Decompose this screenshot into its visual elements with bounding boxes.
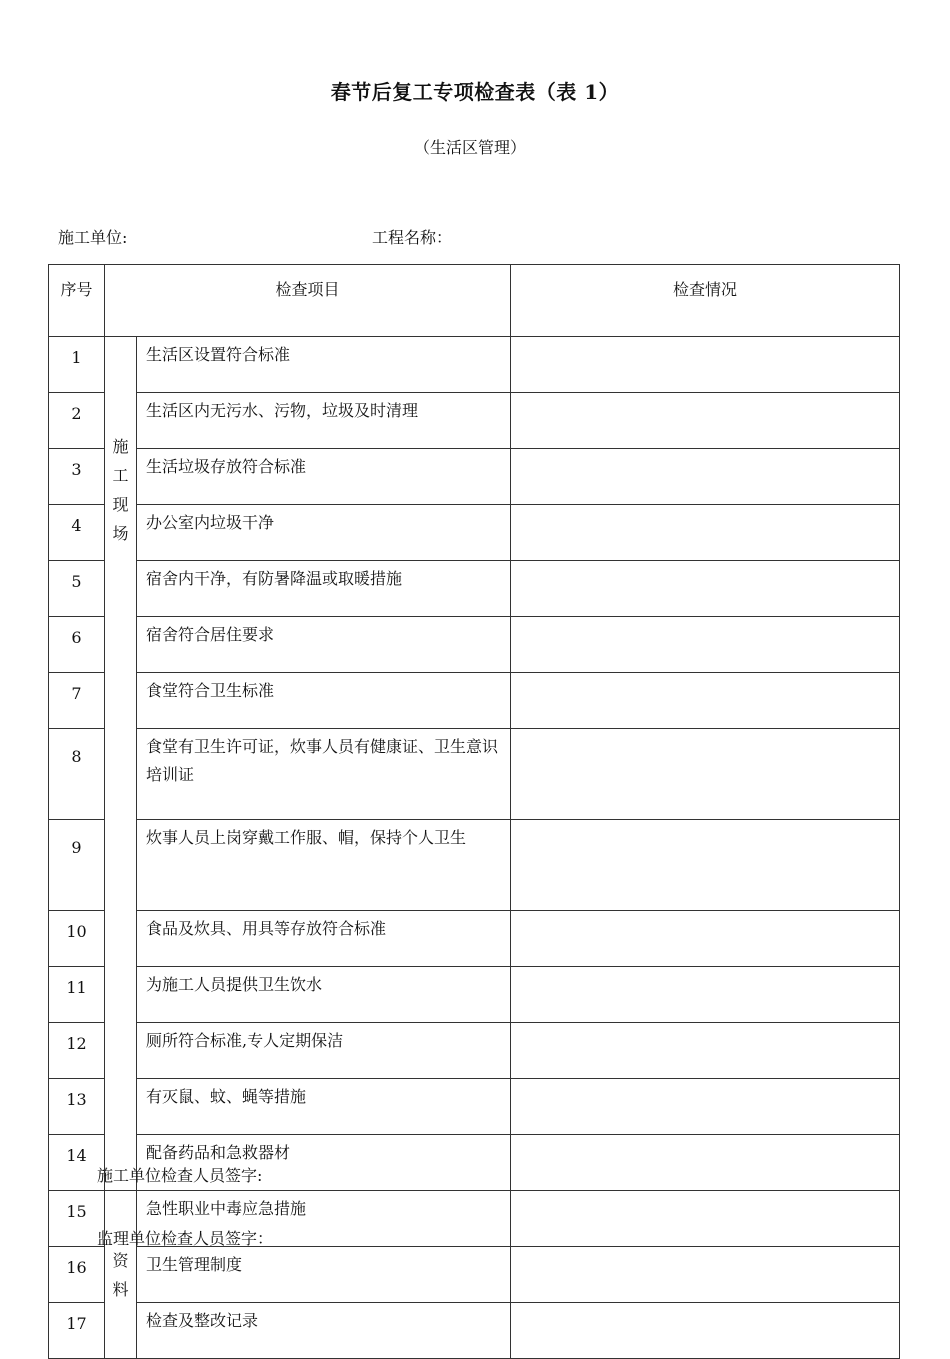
table-row	[49, 1247, 900, 1303]
table-row	[49, 393, 900, 449]
row-no: 1	[49, 337, 105, 393]
row-item: 检查及整改记录	[137, 1303, 511, 1359]
row-no: 9	[49, 820, 105, 911]
row-result-cell[interactable]	[511, 729, 900, 820]
row-result-cell[interactable]	[511, 911, 900, 967]
row-item: 急性职业中毒应急措施	[137, 1191, 511, 1247]
project-name-field-label: 工程名称：	[372, 228, 453, 247]
row-item: 宿舍符合居住要求	[137, 617, 511, 673]
row-no: 12	[49, 1023, 105, 1079]
row-no: 17	[49, 1303, 105, 1359]
page-subtitle: （生活区管理）	[413, 138, 526, 157]
row-item: 食堂符合卫生标准	[137, 673, 511, 729]
row-no: 14	[49, 1135, 105, 1191]
row-result-cell[interactable]	[511, 505, 900, 561]
header-result: 检查情况	[511, 265, 900, 337]
row-no: 13	[49, 1079, 105, 1135]
row-result-cell[interactable]	[511, 1191, 900, 1247]
row-item: 生活区设置符合标准	[137, 337, 511, 393]
category-char: 工	[112, 466, 129, 485]
row-result-cell[interactable]	[511, 617, 900, 673]
table-row	[49, 729, 900, 820]
row-item: 卫生管理制度	[137, 1247, 511, 1303]
row-item: 食品及炊具、用具等存放符合标准	[137, 911, 511, 967]
row-result-cell[interactable]	[511, 1135, 900, 1191]
row-item: 为施工人员提供卫生饮水	[137, 967, 511, 1023]
header-item: 检查项目	[105, 265, 511, 337]
page-title: 春节后复工专项检查表（表 1）	[330, 80, 620, 104]
category-docs	[105, 1191, 137, 1359]
table-row	[49, 337, 900, 393]
category-char: 资	[112, 1250, 129, 1270]
row-item: 厕所符合标准,专人定期保洁	[137, 1023, 511, 1079]
row-no: 16	[49, 1247, 105, 1303]
row-no: 10	[49, 911, 105, 967]
row-no: 2	[49, 393, 105, 449]
row-result-cell[interactable]	[511, 1079, 900, 1135]
row-no: 11	[49, 967, 105, 1023]
row-no: 7	[49, 673, 105, 729]
table-row	[49, 967, 900, 1023]
supervisor-signature-label: 监理单位检查人员签字：	[97, 1229, 274, 1248]
row-result-cell[interactable]	[511, 449, 900, 505]
row-result-cell[interactable]	[511, 820, 900, 911]
row-result-cell[interactable]	[511, 1303, 900, 1359]
category-site	[105, 337, 137, 1191]
table-row	[49, 1303, 900, 1359]
row-no: 4	[49, 505, 105, 561]
row-item: 食堂有卫生许可证，炊事人员有健康证、卫生意识培训证	[137, 729, 511, 820]
table-row	[49, 561, 900, 617]
row-result-cell[interactable]	[511, 1247, 900, 1303]
header-no: 序号	[49, 265, 105, 337]
row-no: 8	[49, 729, 105, 820]
row-item: 生活垃圾存放符合标准	[137, 449, 511, 505]
table-row	[49, 1023, 900, 1079]
table-row	[49, 505, 900, 561]
category-char: 场	[112, 524, 129, 543]
table-row	[49, 1079, 900, 1135]
row-item: 宿舍内干净，有防暑降温或取暖措施	[137, 561, 511, 617]
row-result-cell[interactable]	[511, 967, 900, 1023]
row-item: 配备药品和急救器材	[137, 1135, 511, 1191]
category-char: 料	[112, 1279, 129, 1299]
row-item: 有灭鼠、蚊、蝇等措施	[137, 1079, 511, 1135]
row-no: 3	[49, 449, 105, 505]
row-result-cell[interactable]	[511, 393, 900, 449]
row-result-cell[interactable]	[511, 337, 900, 393]
row-item: 生活区内无污水、污物，垃圾及时清理	[137, 393, 511, 449]
table-row	[49, 617, 900, 673]
table-row	[49, 673, 900, 729]
row-item: 炊事人员上岗穿戴工作服、帽，保持个人卫生	[137, 820, 511, 911]
category-char: 施	[112, 437, 129, 456]
table-row	[49, 911, 900, 967]
row-no: 6	[49, 617, 105, 673]
row-no: 15	[49, 1191, 105, 1247]
category-char: 现	[112, 495, 129, 514]
row-result-cell[interactable]	[511, 673, 900, 729]
row-result-cell[interactable]	[511, 1023, 900, 1079]
contractor-signature-label: 施工单位检查人员签字:	[97, 1166, 263, 1185]
inspection-table	[48, 264, 900, 1359]
table-row	[49, 820, 900, 911]
row-item: 办公室内垃圾干净	[137, 505, 511, 561]
row-result-cell[interactable]	[511, 561, 900, 617]
table-row	[49, 449, 900, 505]
contractor-field-label: 施工单位:	[58, 228, 128, 247]
row-no: 5	[49, 561, 105, 617]
